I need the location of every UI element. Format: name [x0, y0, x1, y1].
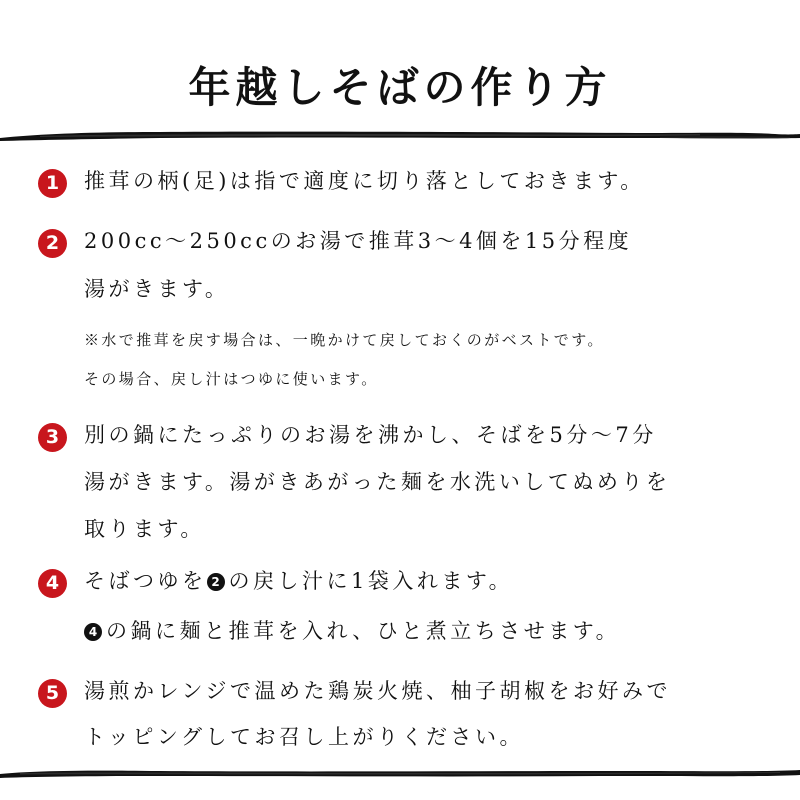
step-text-line — [84, 616, 620, 646]
step-number-badge: 4 — [38, 569, 67, 598]
step-text-line — [84, 566, 513, 596]
step-text-segment: の鍋に麺と推茸を入れ、ひと煮立ちさせます。 — [106, 619, 621, 643]
brush-divider-top — [0, 124, 800, 148]
step-number-badge: 3 — [38, 423, 67, 452]
step-number-badge: 1 — [38, 169, 67, 198]
step-text-line: 別の鍋にたっぷりのお湯を沸かし、そばを5分〜7分 — [84, 423, 657, 447]
step-text-line: 取ります。 — [84, 517, 205, 541]
step-text-segment: そばつゆを — [84, 569, 207, 593]
step-reference-badge: 2 — [207, 573, 225, 591]
step-text-line: トッピングしてお召し上がりください。 — [84, 725, 524, 749]
step-text-line: 湯がきます。湯がきあがった麺を水洗いしてぬめりを — [84, 470, 671, 494]
step-number-badge: 5 — [38, 679, 67, 708]
step-note-line: その場合、戻し汁はつゆに使います。 — [84, 370, 379, 388]
step-reference-badge: 4 — [84, 623, 102, 641]
page-title: 年越しそばの作り方 — [188, 63, 612, 112]
step-text-line: 推茸の柄(足)は指で適度に切り落としておきます。 — [84, 169, 645, 193]
step-note-line: ※水で推茸を戻す場合は、一晩かけて戻しておくのがベストです。 — [84, 331, 605, 349]
step-text-line: 200cc〜250ccのお湯で推茸3〜4個を15分程度 — [84, 229, 633, 253]
step-number-badge: 2 — [38, 229, 67, 258]
step-text-line: 湯煎かレンジで温めた鶏炭火焼、柚子胡椒をお好みで — [84, 679, 671, 703]
step-text-line: 湯がきます。 — [84, 277, 230, 301]
step-text-segment: の戻し汁に1袋入れます。 — [228, 569, 514, 593]
brush-divider-bottom — [0, 762, 800, 786]
